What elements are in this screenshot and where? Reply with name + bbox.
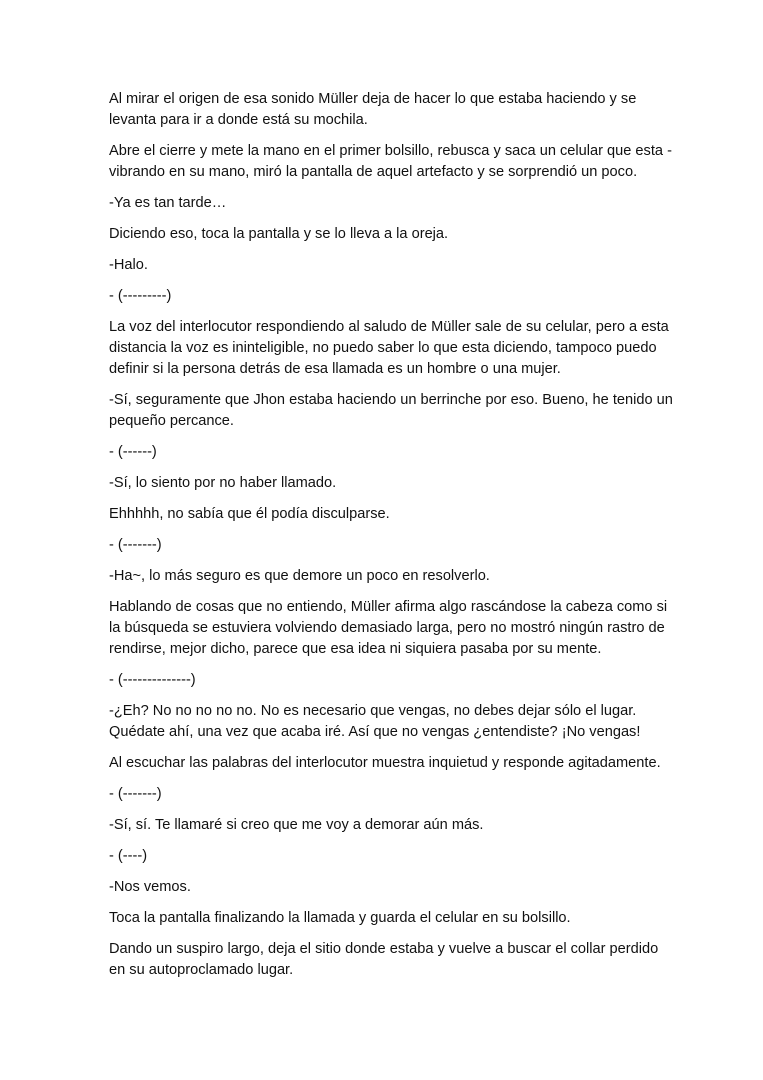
text-line: -Halo. [109, 257, 148, 273]
text-line: rendirse, mejor dicho, parece que esa idea ni siquiera pasaba por su mente. [109, 641, 602, 657]
document-body [109, 89, 673, 991]
text-line: - (---------) [109, 288, 172, 304]
paragraph [109, 141, 672, 183]
text-line: Toca la pantalla finalizando la llamada y guarda el celular en su bolsillo. [109, 910, 571, 926]
paragraph [109, 877, 654, 898]
text-line: levanta para ir a donde está su mochila. [109, 112, 368, 128]
text-line: - (-------) [109, 786, 162, 802]
text-line: Al mirar el origen de esa sonido Müller deja de hacer lo que estaba haciendo y se [109, 91, 637, 107]
text-line: Ehhhhh, no sabía que él podía disculparse. [109, 506, 390, 522]
text-line: -Sí, seguramente que Jhon estaba haciendo un berrinche por eso. Bueno, he tenido un [109, 392, 673, 408]
paragraph [109, 784, 654, 805]
paragraph [109, 535, 654, 556]
text-line: definir si la persona detrás de esa llamada es un hombre o una mujer. [109, 361, 561, 377]
text-line: -Sí, lo siento por no haber llamado. [109, 475, 337, 491]
paragraph [109, 846, 654, 867]
text-line: Dando un suspiro largo, deja el sitio donde estaba y vuelve a buscar el collar perdido [109, 941, 659, 957]
text-line: -Ha~, lo más seguro es que demore un poco en resolverlo. [109, 568, 490, 584]
text-line: la búsqueda se estuviera volviendo demasiado larga, pero no mostró ningún rastro de [109, 620, 665, 636]
paragraph [109, 317, 669, 380]
text-line: -Sí, sí. Te llamaré si creo que me voy a demorar aún más. [109, 817, 484, 833]
text-line: Al escuchar las palabras del interlocutor muestra inquietud y responde agitadamente. [109, 755, 661, 771]
paragraph [109, 939, 659, 981]
paragraph [109, 473, 654, 494]
paragraph [109, 193, 654, 214]
paragraph [109, 286, 654, 307]
text-line: -Nos vemos. [109, 879, 191, 895]
paragraph [109, 89, 654, 131]
paragraph [109, 670, 654, 691]
text-line: - (-------) [109, 537, 162, 553]
text-line: en su autoproclamado lugar. [109, 962, 294, 978]
text-line: La voz del interlocutor respondiendo al saludo de Müller sale de su celular, pero a esta [109, 319, 669, 335]
text-line: -¿Eh? No no no no no. No es necesario que vengas, no debes dejar sólo el lugar. [109, 703, 637, 719]
text-line: vibrando en su mano, miró la pantalla de aquel artefacto y se sorprendió un poco. [109, 164, 638, 180]
text-line: Diciendo eso, toca la pantalla y se lo lleva a la oreja. [109, 226, 449, 242]
paragraph [109, 442, 654, 463]
paragraph [109, 566, 654, 587]
paragraph [109, 597, 668, 660]
text-line: Hablando de cosas que no entiendo, Müller afirma algo rascándose la cabeza como si [109, 599, 668, 615]
paragraph [109, 753, 661, 774]
paragraph [109, 255, 654, 276]
text-line: Abre el cierre y mete la mano en el primer bolsillo, rebusca y saca un celular que esta - [109, 143, 672, 159]
paragraph [109, 504, 654, 525]
text-line: - (------) [109, 444, 157, 460]
paragraph [109, 224, 654, 245]
text-line: Quédate ahí, una vez que acaba iré. Así que no vengas ¿entendiste? ¡No vengas! [109, 724, 641, 740]
paragraph [109, 390, 673, 432]
paragraph [109, 701, 654, 743]
text-line: - (--------------) [109, 672, 196, 688]
text-line: - (----) [109, 848, 148, 864]
text-line: pequeño percance. [109, 413, 234, 429]
text-line: distancia la voz es ininteligible, no puedo saber lo que esta diciendo, tampoco puedo [109, 340, 657, 356]
text-line: -Ya es tan tarde… [109, 195, 227, 211]
paragraph [109, 815, 654, 836]
paragraph [109, 908, 654, 929]
